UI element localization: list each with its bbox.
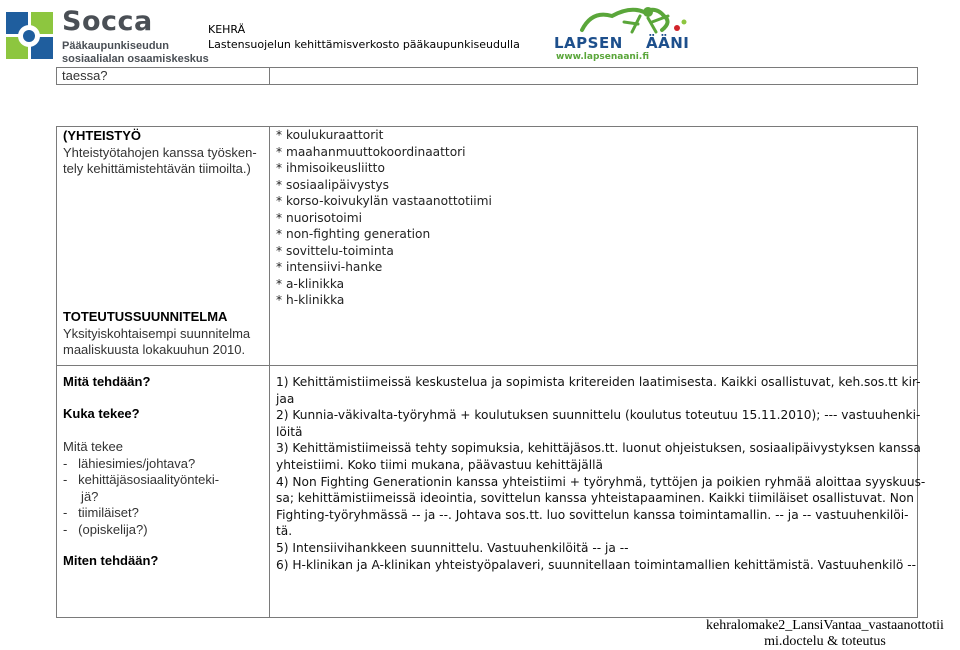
top-table-border-left (56, 67, 57, 85)
plan-items (276, 374, 925, 573)
list-item: * h-klinikka (276, 293, 345, 307)
list-item: * intensiivi-hanke (276, 260, 383, 274)
plan-item-line: 5) Intensiivihankkeen suunnittelu. Vastuuhenkilöitä -- ja -- (276, 540, 629, 555)
header-title-line2: Lastensuojelun kehittämisverkosto pääkaupunkiseudulla (208, 38, 520, 51)
plan-desc-line2: maaliskuusta lokakuuhun 2010. (63, 342, 246, 357)
main-table-border-divider (56, 365, 918, 366)
plan-desc-line1: Yksityiskohtaisempi suunnitelma (63, 325, 251, 341)
plan-item-line: sa; kehittämistiimeissä ideointia, sovittelun kanssa yhteistapaaminen. Kaikki tiimiläiset osallistuvat. Non (276, 491, 914, 506)
plan-item-line: yhteistiimi. Koko tiimi mukana, päävastuu kehittäjällä (276, 457, 603, 472)
socca-subtitle-line1: Pääkaupunkiseudun (62, 40, 169, 52)
who-does-label: Mitä tekee (63, 439, 123, 454)
header-title (208, 22, 520, 52)
plan-item-line: tä. (276, 524, 293, 539)
lapsen-aani-word2: ÄÄNI (646, 34, 690, 52)
top-table-border-top (56, 67, 918, 68)
lapsen-aani-word1: LAPSEN (554, 34, 623, 52)
main-table-border-left (56, 126, 57, 618)
list-item: * maahanmuuttokoordinaattori (276, 144, 466, 159)
plan-item-line: 6) H-klinikan ja A-klinikan yhteistyöpalaveri, suunnitellaan toimintamallien kehittämistä. Vastuuhenkilö -- (276, 557, 917, 572)
document-footer (706, 618, 944, 650)
main-table-border-mid (269, 126, 270, 618)
cooperation-heading: (YHTEISTYÖ (63, 128, 142, 143)
lapsen-aani-logo (552, 2, 702, 64)
top-table-border-right (917, 67, 918, 85)
list-item: * nuorisotoimi (276, 210, 362, 225)
socca-emblem-icon (4, 6, 58, 64)
plan-item-line: löitä (276, 424, 303, 439)
role-item: jä? (63, 488, 99, 504)
socca-subtitle-line2: sosiaalialan osaamiskeskus (62, 53, 209, 65)
plan-item-line: 1) Kehittämistiimeissä keskustelua ja sopimista kritereiden laatimisesta. Kaikki osallistuvat, keh.sos.tt kir- (276, 375, 921, 389)
plan-item-line: Fighting-työryhmässä -- ja --. Johtava sos.tt. luo sovittelun kanssa toimintamallin. -- ja -- vastuuhenkilöi- (276, 507, 909, 522)
plan-heading: TOTEUTUSSUUNNITELMA (63, 309, 228, 324)
lapsen-aani-url: www.lapsenaani.fi (556, 52, 649, 62)
plan-item-line: 2) Kunnia-väkivalta-työryhmä + koulutuksen suunnittelu (koulutus toteutuu 15.11.2010); --- vastuuhenki- (276, 408, 921, 423)
socca-logo (4, 4, 209, 65)
list-item: * sosiaalipäivystys (276, 177, 389, 192)
plan-item-line: 3) Kehittämistiimeissä tehty sopimuksia, kehittäjäsos.tt. luonut ohjeistuksen, sosiaalipäivystyksen kanssa (276, 441, 921, 456)
footer-line2: mi.doctelu & toteutus (764, 634, 886, 649)
footer-line1: kehralomake2_LansiVantaa_vastaanottotii (706, 618, 944, 633)
plan-item-line: jaa (276, 391, 295, 406)
roles-section (63, 439, 219, 538)
who-question: Kuka tekee? (63, 406, 140, 421)
partners-list (276, 127, 492, 309)
cooperation-section (63, 128, 257, 178)
top-table-border-bottom (56, 84, 918, 85)
role-item: - tiimiläiset? (63, 505, 139, 520)
cooperation-desc-line2: tely kehittämistehtävän tiimoilta.) (63, 161, 251, 176)
role-item: - (opiskelija?) (63, 521, 148, 537)
what-question: Mitä tehdään? (63, 374, 151, 389)
plan-section (63, 309, 250, 359)
list-item: * koulukuraattorit (276, 128, 384, 142)
top-row-text: taessa? (62, 68, 108, 83)
role-item: - lähiesimies/johtava? (63, 455, 196, 471)
top-table-border-mid (269, 67, 270, 85)
cooperation-desc-line1: Yhteistyötahojen kanssa työsken- (63, 144, 257, 160)
list-item: * sovittelu-toiminta (276, 243, 394, 258)
socca-wordmark: Socca (62, 6, 153, 37)
list-item: * a-klinikka (276, 276, 345, 291)
role-item: - kehittäjäsosiaalityönteki- (63, 472, 220, 487)
plan-item-line: 4) Non Fighting Generationin kanssa yhteistiimi + työryhmä, tyttöjen ja poikien ryhmää aloittaa syyskuus- (276, 474, 926, 489)
list-item: * ihmisoikeusliitto (276, 161, 385, 175)
list-item: * non-fighting generation (276, 227, 431, 241)
header-title-line1: KEHRÄ (208, 23, 246, 36)
how-question: Miten tehdään? (63, 553, 159, 568)
list-item: * korso-koivukylän vastaanottotiimi (276, 194, 492, 208)
